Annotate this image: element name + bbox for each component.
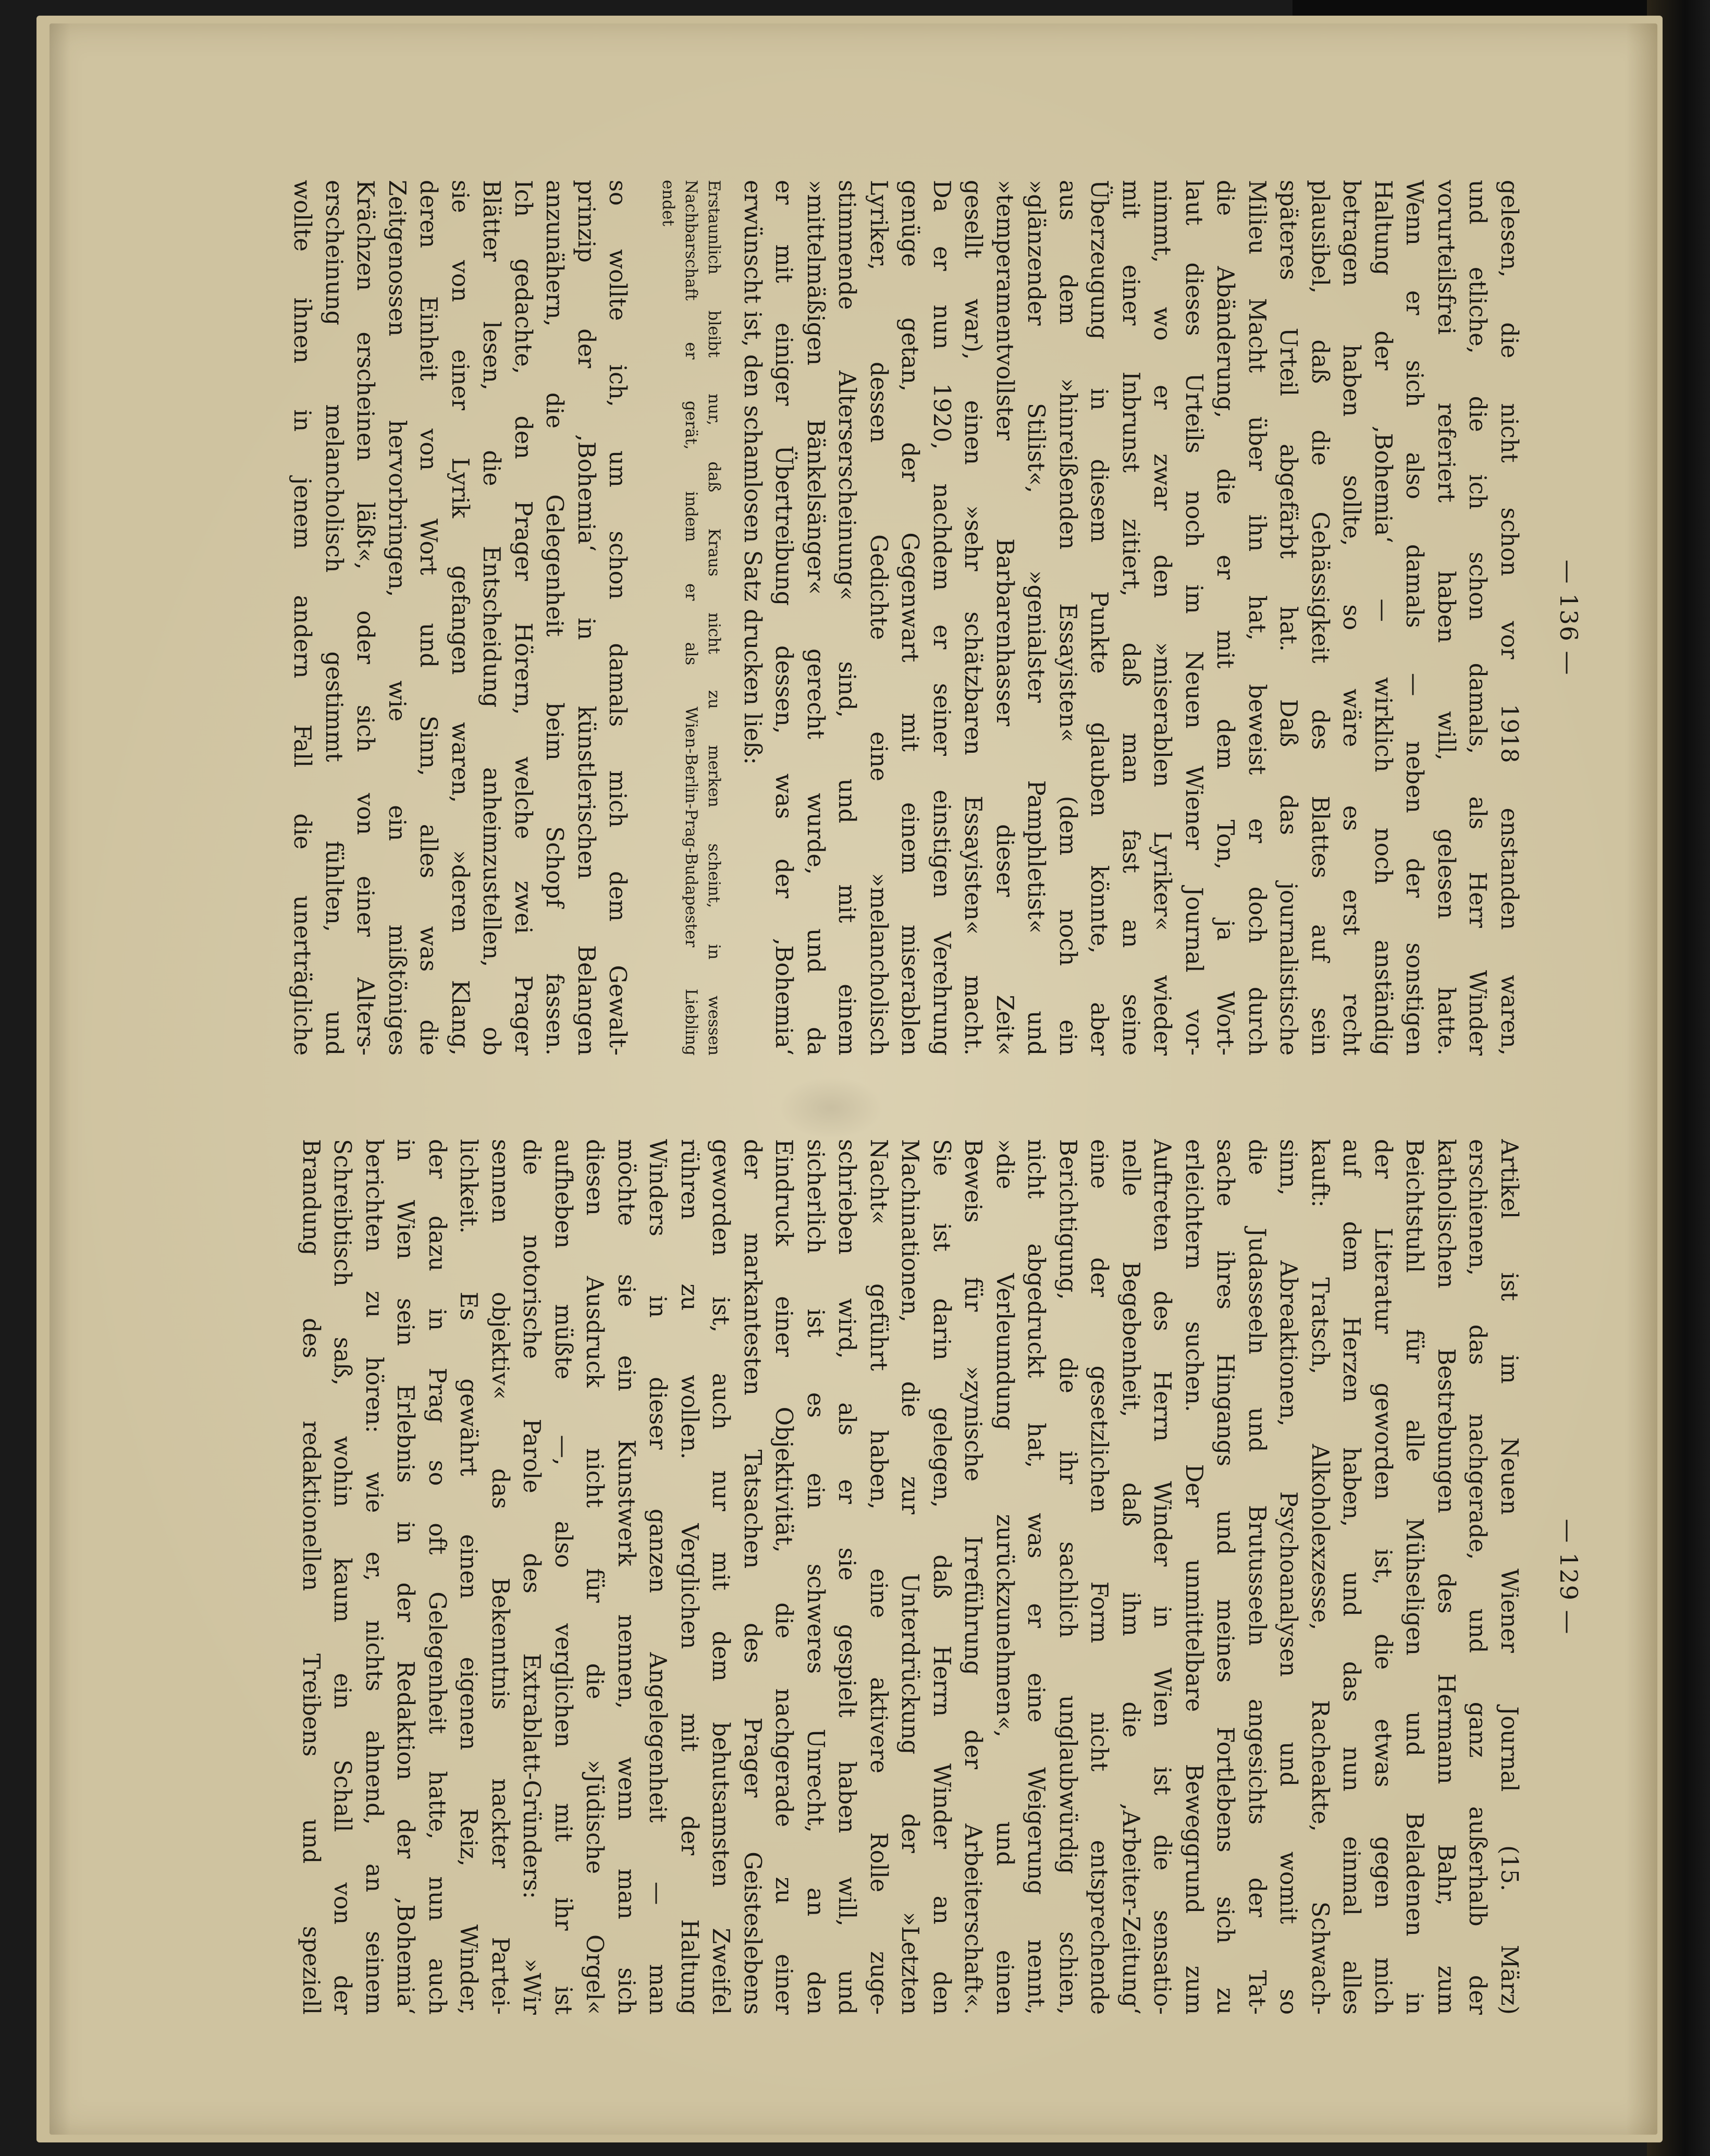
text-line: endet: [659, 180, 678, 226]
text-line: deren Einheit von Wort und Sinn, alles was die: [415, 180, 442, 1056]
text-line: Beweis für »zynische Irreführung der Arbeiterschaft«.: [959, 1139, 987, 2015]
book-page: [50, 23, 1657, 2135]
text-line: nimmt, wo er zwar den »miserablen Lyriker« wieder: [1149, 180, 1176, 1056]
text-line: lichkeit. Es gewährt einen eigenen Reiz, Winder,: [455, 1139, 482, 2015]
text-line: aufheben müßte —, also verglichen mit ihr ist: [550, 1139, 576, 2015]
text-line: sennen objektiv« das Bekenntnis nackter Partei-: [487, 1139, 513, 2015]
text-line: die Judasseeln und Brutusseeln angesichts der Tat-: [1244, 1139, 1270, 2015]
left-paragraph-1: [736, 180, 1525, 1056]
text-line: Brandung des redaktionellen Treibens und speziell: [298, 1139, 324, 2015]
page-number-left: — 136 —: [1555, 559, 1583, 676]
text-line: plausibel, daß die Gehässigkeit des Blattes auf sein: [1307, 180, 1333, 1056]
text-line: rühren zu wollen. Verglichen mit der Haltung: [676, 1139, 703, 2015]
text-line: die notorische Parole des Extrablatt-Gründers: »Wir: [518, 1139, 545, 2015]
right-page: [227, 1139, 1592, 2015]
text-line: schrieben wird, als er sie gespielt haben will, und: [833, 1139, 860, 2015]
text-line: späteres Urteil abgefärbt hat. Daß das journalistische: [1275, 180, 1302, 1056]
text-line: in Wien sein Erlebnis in der Redaktion der ‚Bohemia‘: [392, 1139, 419, 2015]
text-line: Ich gedachte, den Prager Hörern, welche zwei Prager: [510, 180, 536, 1056]
text-line: erwünscht ist, den schamlosen Satz drucken ließ:: [739, 180, 766, 765]
text-line: Lyriker, dessen Gedichte eine »melancholisch: [865, 180, 892, 1056]
text-line: katholischen Bestrebungen des Hermann Bahr, zum: [1433, 1139, 1459, 2015]
text-line: Berichtigung, die ihr sachlich unglaubwürdig schien,: [1054, 1139, 1081, 2015]
text-line: erschienen, das nachgerade, und ganz außerhalb der: [1464, 1139, 1491, 2015]
text-line: »die Verleumdung zurückzunehmen«, und einen: [991, 1139, 1018, 2015]
text-line: erscheinung melancholisch gestimmt fühlten, und: [321, 180, 347, 1056]
text-line: »mittelmäßigen Bänkelsänger« gerecht wurde, und da: [802, 180, 829, 1056]
text-line: Krächzen erscheinen läßt«, oder sich von einer Alters-: [352, 180, 379, 1056]
text-line: nelle Begebenheit, daß ihm die ‚Arbeiter-Zeitung‘: [1117, 1139, 1144, 2015]
text-line: sie von einer Lyrik gefangen waren, »deren Klang,: [447, 180, 473, 1056]
text-line: stimmende Alterserscheinung« sind, und mit einem: [833, 180, 860, 1056]
text-line: Sie ist darin gelegen, daß Herrn Winder an den: [928, 1139, 955, 2015]
text-line: genüge getan, der Gegenwart mit einem miserablen: [896, 180, 924, 1056]
text-line: Artikel ist im Neuen Wiener Journal (15. März): [1496, 1139, 1522, 2015]
left-block-quote: [657, 180, 726, 1056]
text-line: »glänzender Stilist«, »genialster Pamphletist« und: [1023, 180, 1050, 1056]
text-line: geworden ist, auch nur mit dem behutsamsten Zweifel: [707, 1139, 734, 2015]
text-line: so wollte ich, um schon damals mich dem Gewalt-: [604, 180, 631, 1056]
text-line: prinzip der ‚Bohemia‘ in künstlerischen Belangen: [573, 180, 599, 1056]
text-line: sicherlich ist es ein schweres Unrecht, an den: [802, 1139, 829, 2015]
text-line: Machinationen, die zur Unterdrückung der »Letzten: [896, 1139, 924, 2015]
text-line: Blätter lesen, die Entscheidung anheimzustellen, ob: [478, 180, 505, 1056]
text-line: betragen haben sollte, so wäre es erst recht: [1338, 180, 1365, 1056]
text-line: Schreibtisch saß, wohin kaum ein Schall von der: [329, 1139, 356, 2015]
text-line: Beichtstuhl für alle Mühseligen und Beladenen in: [1401, 1139, 1428, 2015]
text-line: Zeitgenossen hervorbringen, wie ein mißtöniges: [384, 180, 410, 1056]
text-line: auf dem Herzen haben, und das nun einmal alles: [1338, 1139, 1365, 2015]
text-line: wollte ihnen in jenem andern Fall die unerträgliche: [289, 180, 316, 1056]
faint-blot: [779, 1076, 883, 1139]
text-line: sinn, Abreaktionen, Psychoanalysen und womit so: [1275, 1139, 1302, 2015]
text-line: diesen Ausdruck nicht für die »Jüdische Orgel«: [581, 1139, 608, 2015]
text-line: Auftreten des Herrn Winder in Wien ist die sensatio-: [1149, 1139, 1176, 2015]
text-line: kauft: Tratsch, Alkoholexzesse, Racheakte, Schwach-: [1307, 1139, 1333, 2015]
text-line: »temperamentvollster Barbarenhasser dieser Zeit«: [991, 180, 1018, 1056]
text-line: laut dieses Urteils noch im Neuen Wiener Journal vor-: [1180, 180, 1207, 1056]
text-line: anzunähern, die Gelegenheit beim Schopf fassen.: [541, 180, 568, 1056]
text-line: Winders in dieser ganzen Angelegenheit — man: [644, 1139, 671, 2015]
right-paragraph-1: [295, 1139, 1525, 2015]
text-line: und etliche, die ich schon damals, als Herr Winder: [1464, 180, 1491, 1056]
text-line: berichten zu hören: wie er, nichts ahnend, an seinem: [361, 1139, 387, 2015]
text-line: eine der gesetzlichen Form nicht entsprechende: [1086, 1139, 1113, 2015]
text-line: aus dem »hinreißenden Essayisten« (dem noch ein: [1054, 180, 1081, 1056]
text-line: Erstaunlich bleibt nur, daß Kraus nicht zu merken scheint, in wessen: [705, 180, 724, 1056]
text-line: nicht abgedruckt hat, was er eine Weigerung nennt,: [1023, 1139, 1050, 2015]
text-line: erleichtern suchen. Der unmittelbare Beweggrund zum: [1180, 1139, 1207, 2015]
text-line: vorurteilsfrei referiert haben will, gelesen hatte.: [1433, 180, 1459, 1056]
text-line: der markantesten Tatsachen des Prager Geisteslebens: [739, 1139, 766, 2015]
text-line: Milieu Macht über ihn hat, beweist er doch durch: [1244, 180, 1270, 1056]
text-line: Wenn er sich also damals — neben der sonstigen: [1401, 180, 1428, 1056]
text-line: er mit einiger Übertreibung dessen, was der ‚Bohemia‘: [770, 180, 797, 1056]
text-line: gelesen, die nicht schon vor 1918 enstanden waren,: [1496, 180, 1522, 1056]
rotated-page-content: [227, 180, 1592, 2015]
text-line: die Abänderung, die er mit dem Ton, ja Wort-: [1212, 180, 1239, 1056]
text-line: der Literatur geworden ist, die etwas gegen mich: [1370, 1139, 1396, 2015]
text-line: der dazu in Prag so oft Gelegenheit hatte, nun auch: [424, 1139, 450, 2015]
text-line: Nacht« geführt haben, eine aktivere Rolle zuge-: [865, 1139, 892, 2015]
text-line: Eindruck einer Objektivität, die nachgerade zu einer: [770, 1139, 797, 2015]
text-line: Nachbarschaft er gerät, indem er als Wien-Berlin-Prag-Budapester Liebling: [682, 180, 701, 1056]
text-line: Überzeugung in diesem Punkte glauben könnte, aber: [1086, 180, 1113, 1056]
text-line: Haltung der ‚Bohemia‘ — wirklich noch anständig: [1370, 180, 1396, 1056]
text-line: Da er nun 1920, nachdem er seiner einstigen Verehrung: [928, 180, 955, 1056]
text-line: möchte sie ein Kunstwerk nennen, wenn man sich: [613, 1139, 639, 2015]
text-line: sache ihres Hingangs und meines Fortlebens sich zu: [1212, 1139, 1239, 2015]
page-number-right: — 129 —: [1555, 1518, 1583, 1635]
left-page: [227, 180, 1592, 1056]
text-line: mit einer Inbrunst zitiert, daß man fast an seine: [1117, 180, 1144, 1056]
text-line: gesellt war), einen »sehr schätzbaren Essayisten« macht.: [959, 180, 987, 1056]
left-paragraph-2: [286, 180, 633, 1056]
